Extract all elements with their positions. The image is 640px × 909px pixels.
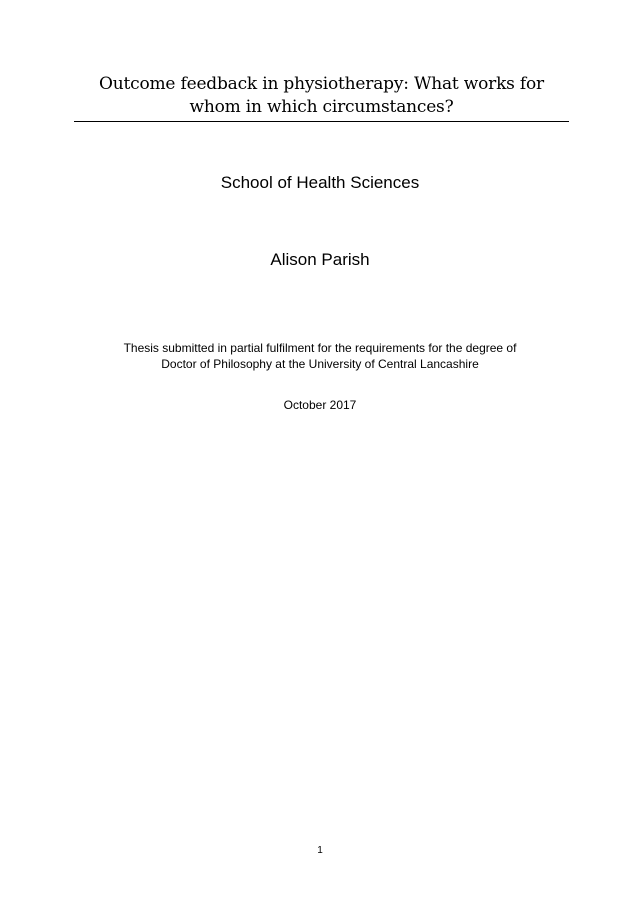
page-number: 1 — [317, 845, 323, 856]
author-name: Alison Parish — [270, 250, 370, 269]
thesis-title — [74, 73, 569, 122]
thesis-title-line-1: Outcome feedback in physiotherapy: What works for — [99, 74, 544, 94]
school-name: School of Health Sciences — [220, 173, 420, 192]
submission-date: October 2017 — [283, 398, 357, 412]
thesis-title-line-2: whom in which circumstances? — [189, 97, 454, 117]
degree-statement — [60, 340, 580, 372]
degree-statement-line-2: Doctor of Philosophy at the University of Central Lancashire — [161, 357, 479, 371]
degree-statement-line-1: Thesis submitted in partial fulfilment for the requirements for the degree of — [123, 341, 517, 355]
